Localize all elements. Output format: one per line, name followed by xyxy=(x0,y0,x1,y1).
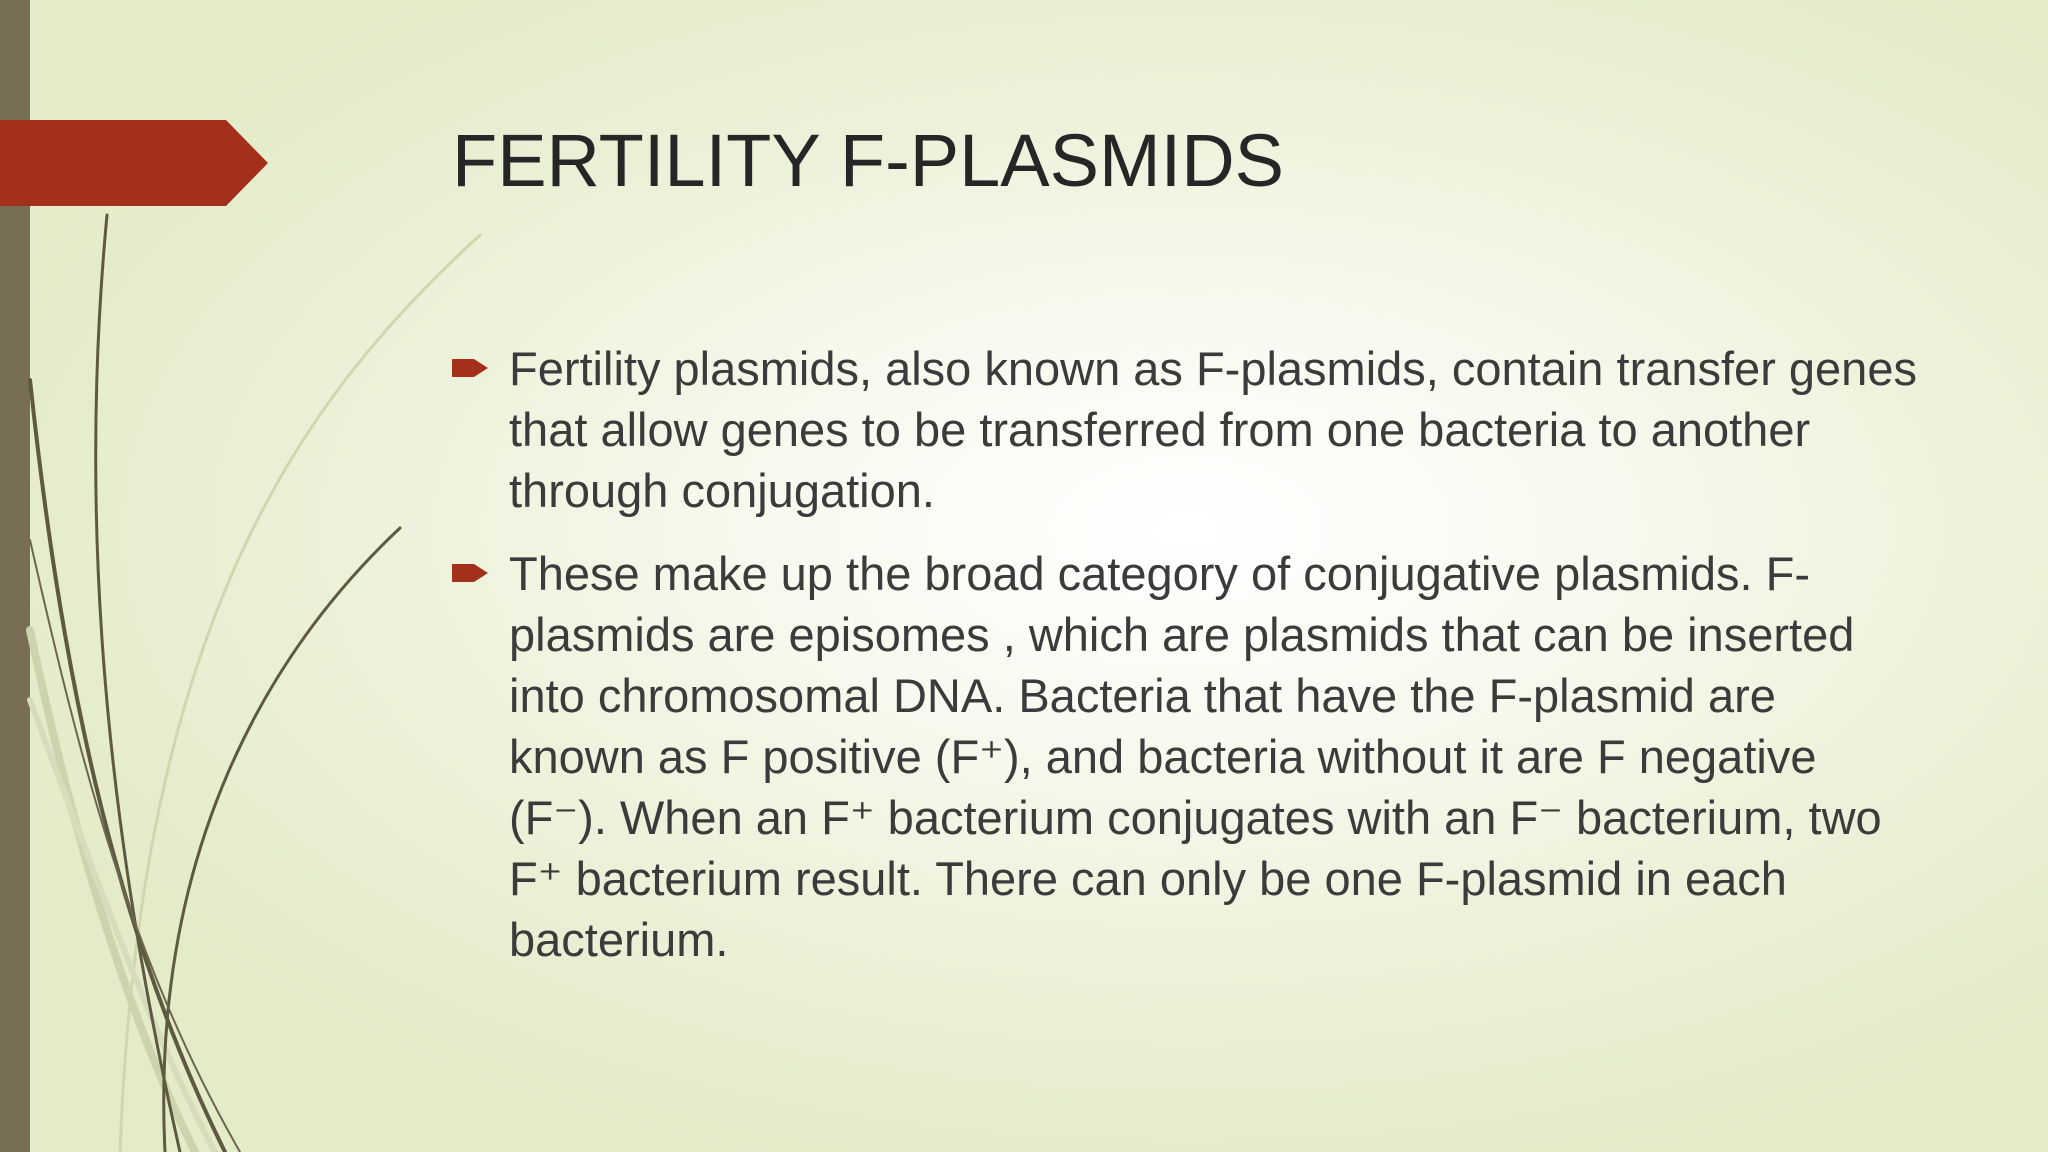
title-arrow-icon xyxy=(0,120,270,206)
bullet-text: Fertility plasmids, also known as F-plasmids, contain transfer genes that allow genes to be transferred from one bacteria to another through conjugation. xyxy=(509,342,1917,517)
bullet-item xyxy=(452,338,1922,521)
bullet-list xyxy=(452,338,1922,992)
arrow-bullet-icon xyxy=(452,562,490,584)
bullet-text: These make up the broad category of conjugative plasmids. F-plasmids are episomes , which are plasmids that can be inserted into chromosomal DNA. Bacteria that have the F-plasmid are known as F positive (F⁺), and bacteria without it are F negative (F⁻). When an F⁺ bacterium conjugates with an F⁻ bacterium, two F⁺ bacterium result. There can only be one F-plasmid in each bacterium. xyxy=(509,547,1882,966)
slide-title: FERTILITY F-PLASMIDS xyxy=(452,119,1284,202)
arrow-bullet-icon xyxy=(452,357,490,379)
bullet-item xyxy=(452,543,1922,970)
